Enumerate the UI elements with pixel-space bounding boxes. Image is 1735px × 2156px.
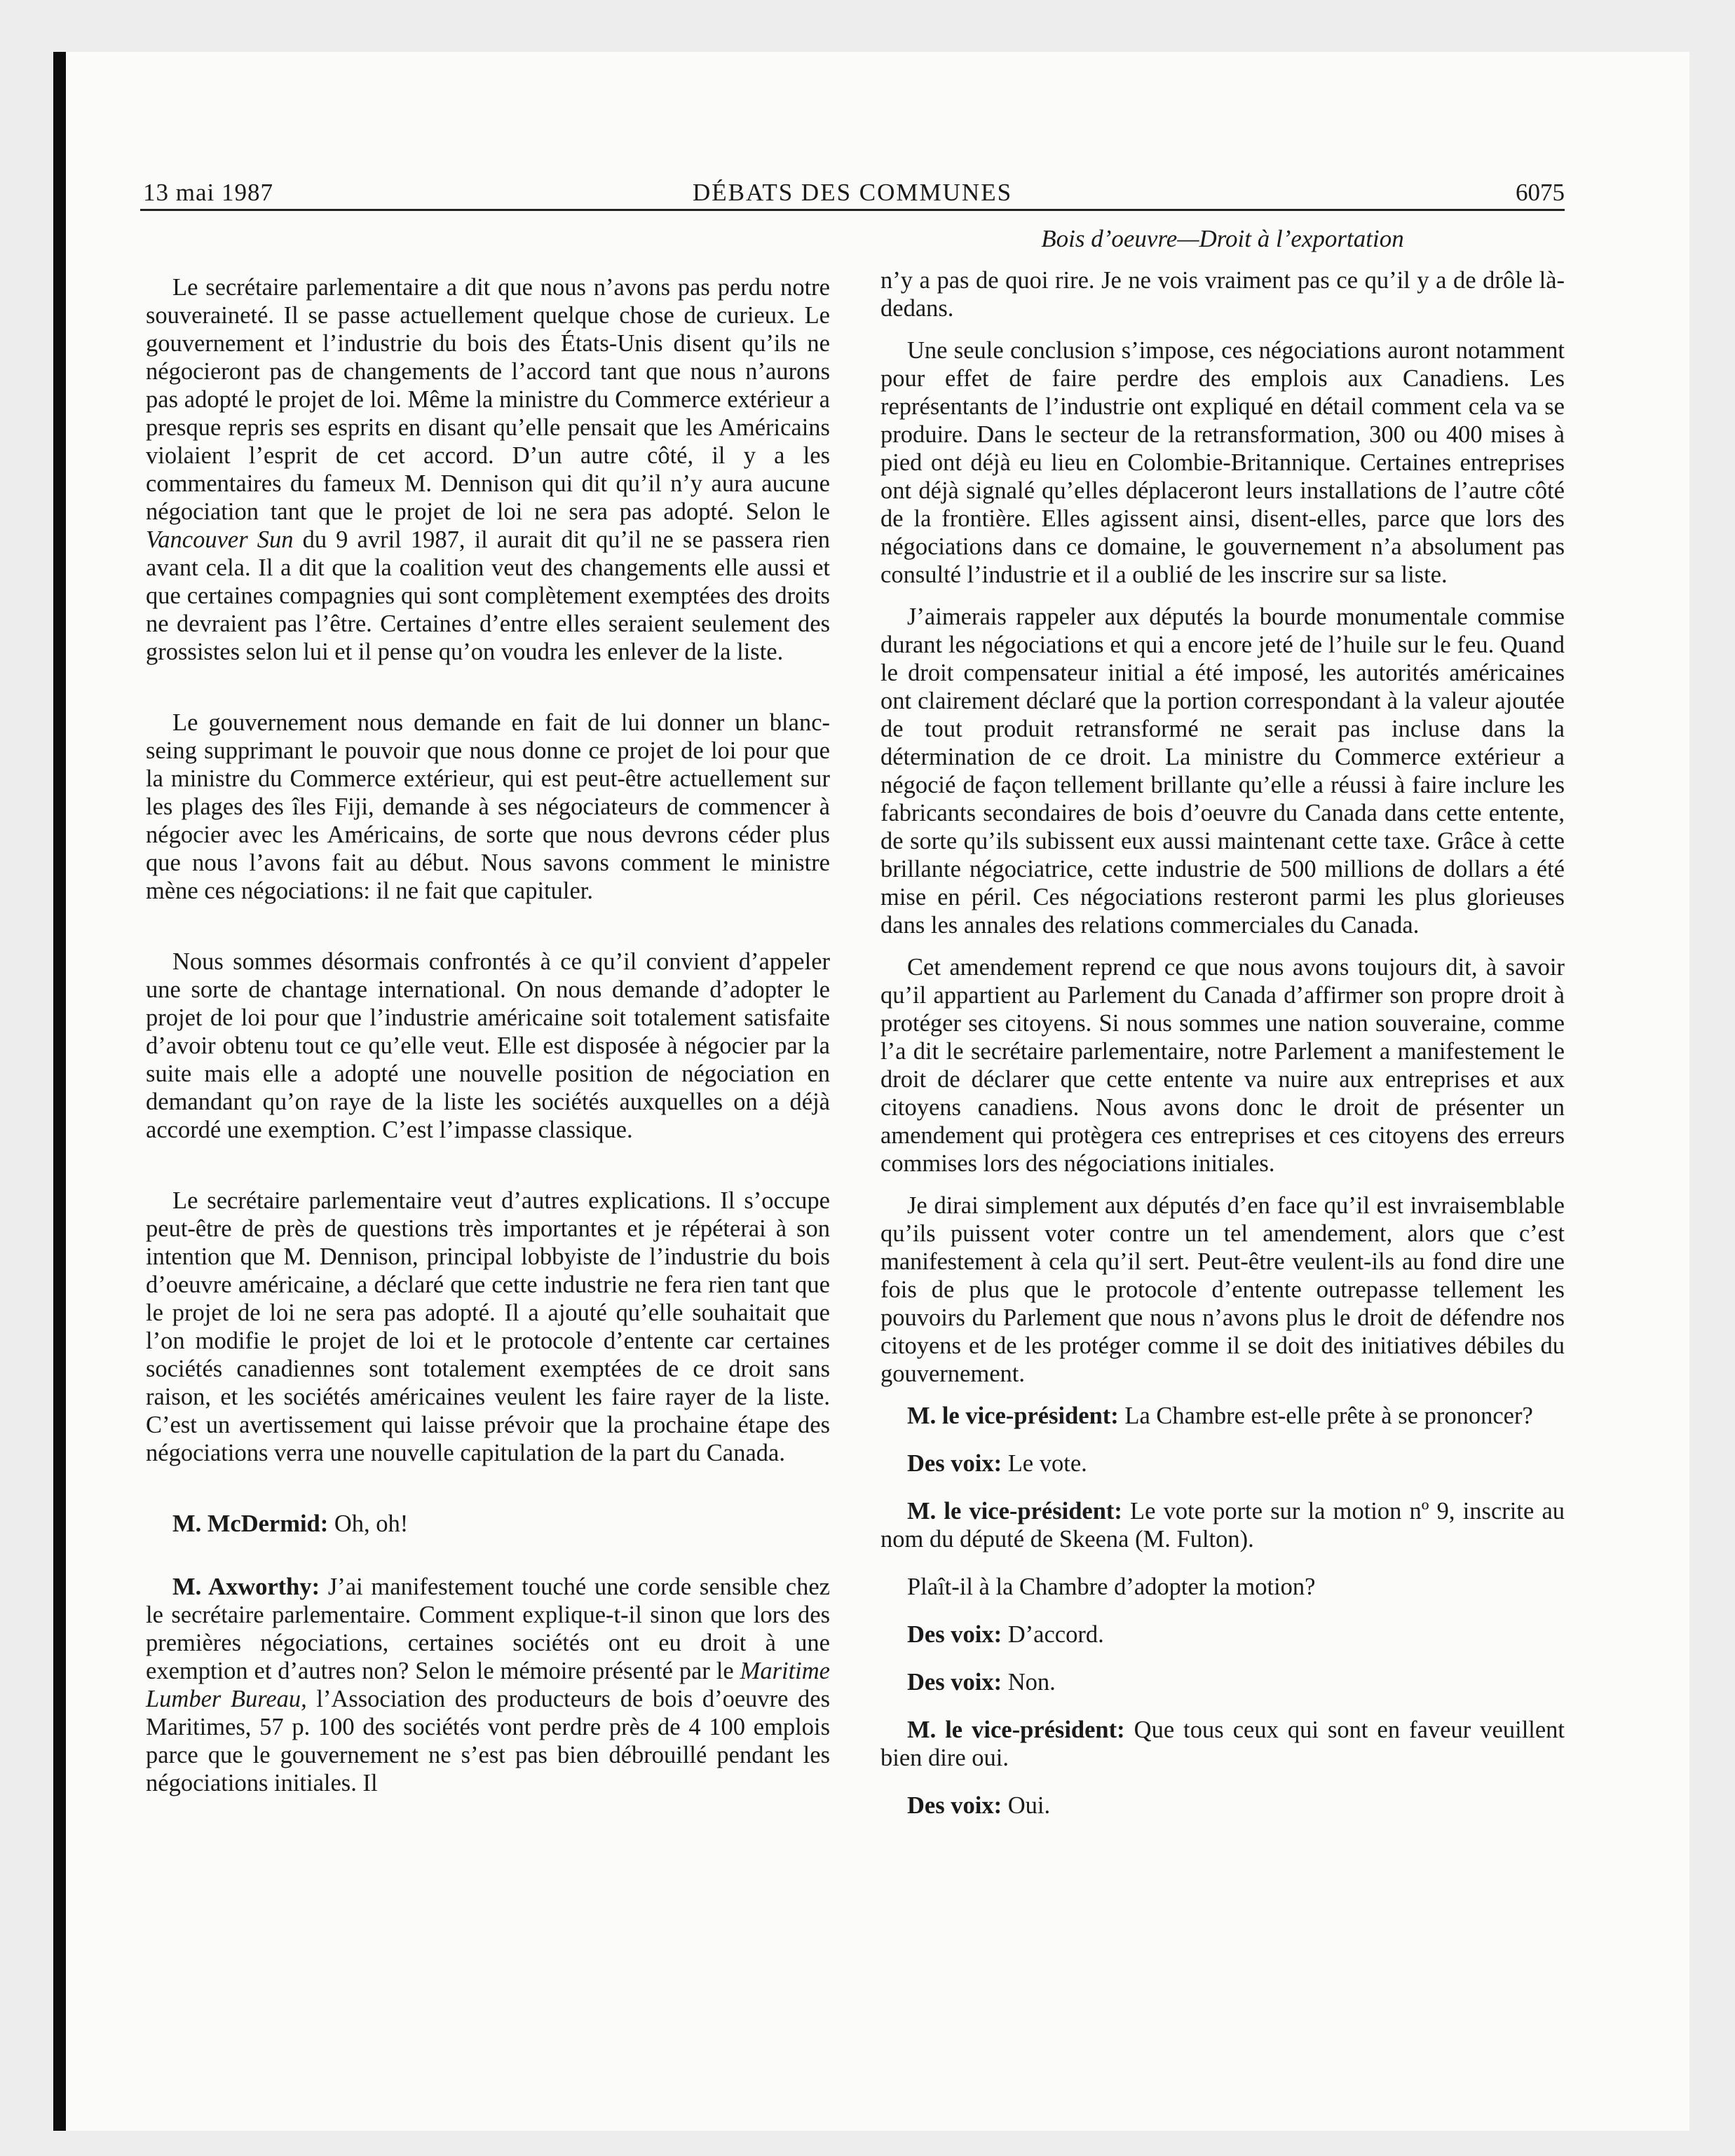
paragraph: Le secrétaire parlementaire a dit que nous n’avons pas perdu notre souveraineté. Il se passe actuellement quelque chose de curieux. Le gouvernement et l’industrie du bois des États-Unis disent qu’ils ne négocieront pas de changements de l’accord tant que nous n’aurons pas adopté le projet de loi. Même la ministre du Commerce extérieur a presque repris ses esprits en disant qu’elle pensait que les Américains violaient l’esprit de cet accord. D’un autre côté, il y a les commentaires du fameux M. Dennison qui dit qu’il n’y aura aucune négociation tant que le projet de loi ne sera pas adopté. Selon le Vancouver Sun du 9 avril 1987, il aurait dit qu’il ne se passera rien avant cela. Il a dit que la coalition veut des changements elle aussi et que certaines compagnies qui sont complètement exemptées des droits ne devraient pas l’être. Certaines d’entre elles seraient seulement des grossistes selon lui et il pense qu’on voudra les enlever de la liste. <box>146 274 830 665</box>
paragraph: Je dirai simplement aux députés d’en face qu’il est invraisemblable qu’ils puissent voter contre un tel amendement, alors que c’est manifestement à cela qu’il sert. Peut-être veulent-ils au fond dire une fois de plus que le protocole d’entente outrepasse tellement les pouvoirs du Parlement que nous n’avons plus le droit de défendre nos citoyens et de les protéger comme il se doit des initiatives débiles du gouvernement. <box>880 1192 1565 1387</box>
speech: M. le vice-président: Le vote porte sur la motion nº 9, inscrite au nom du député de Skeena (M. Fulton). <box>880 1498 1565 1553</box>
speech: Des voix: Non. <box>907 1669 1056 1696</box>
right-column <box>880 266 1565 1839</box>
binding-edge <box>53 52 66 2131</box>
section-title: Bois d’oeuvre—Droit à l’exportation <box>1041 225 1404 252</box>
speech: M. McDermid: Oh, oh! <box>172 1510 409 1537</box>
speaker-name: M. le vice-président: <box>907 1403 1119 1429</box>
speaker-name: M. le vice-président: <box>907 1498 1122 1524</box>
page-header <box>140 177 1565 211</box>
speech: Plaît-il à la Chambre d’adopter la motion? <box>907 1574 1316 1600</box>
speech: Des voix: Oui. <box>907 1792 1051 1819</box>
paragraph: Nous sommes désormais confrontés à ce qu’il convient d’appeler une sorte de chantage international. On nous demande d’adopter le projet de loi pour que l’industrie américaine soit totalement satisfaite d’avoir obtenu tout ce qu’elle veut. Elle est disposée à négocier par la suite mais elle a adopté une nouvelle position de négociation en demandant qu’on raye de la liste les sociétés auxquelles on a déjà accordé une exemption. C’est l’impasse classique. <box>146 948 830 1143</box>
paragraph: J’aimerais rappeler aux députés la bourde monumentale commise durant les négociations et qui a encore jeté de l’huile sur le feu. Quand le droit compensateur initial a été imposé, les autorités américaines ont clairement déclaré que la portion correspondant à la valeur ajoutée de tout produit retransformé ne serait pas incluse dans la détermination de ce droit. La ministre du Commerce extérieur a négocié de façon tellement brillante qu’elle a réussi à faire inclure les fabricants secondaires de bois d’oeuvre du Canada dans cette entente, de sorte qu’ils subissent eux aussi maintenant cette taxe. Grâce à cette brillante négociatrice, cette industrie de 500 millions de dollars a été mise en péril. Ces négociations resteront parmi les plus glorieuses dans les annales des relations commerciales du Canada. <box>880 603 1565 939</box>
speaker-name: M. le vice-président: <box>907 1717 1125 1743</box>
header-title: DÉBATS DES COMMUNES <box>692 179 1013 206</box>
speaker-name: M. McDermid: <box>172 1510 329 1537</box>
paragraph: Le secrétaire parlementaire veut d’autres explications. Il s’occupe peut-être de près de questions très importantes et je répéterai à son intention que M. Dennison, principal lobbyiste de l’industrie du bois d’oeuvre américaine, a déclaré que cette industrie ne fera rien tant que le projet de loi ne sera pas adopté. Il a ajouté qu’elle souhaitait que l’on modifie le projet de loi et le protocole d’entente car certaines sociétés canadiennes sont totalement exemptées de ce droit sans raison, et les sociétés américaines veulent les faire rayer de la liste. C’est un avertissement qui laisse prévoir que la prochaine étape des négociations verra une nouvelle capitulation de la part du Canada. <box>146 1187 830 1466</box>
page-number: 6075 <box>1516 179 1565 206</box>
left-column <box>146 273 830 1832</box>
speaker-name: Des voix: <box>907 1669 1002 1696</box>
speech: M. le vice-président: La Chambre est-elle prête à se prononcer? <box>907 1403 1533 1429</box>
paragraph: n’y a pas de quoi rire. Je ne vois vraiment pas ce qu’il y a de drôle là-dedans. <box>880 267 1565 322</box>
speaker-name: Des voix: <box>907 1450 1002 1477</box>
paragraph: Cet amendement reprend ce que nous avons toujours dit, à savoir qu’il appartient au Parlement du Canada d’affirmer son propre droit à protéger ses citoyens. Si nous sommes une nation souveraine, comme l’a dit le secrétaire parlementaire, notre Parlement a manifestement le droit de déclarer que cette entente va nuire aux entreprises et aux citoyens canadiens. Nous avons donc le droit de présenter un amendement qui protègera ces entreprises et ces citoyens des erreurs commises lors des négociations initiales. <box>880 954 1565 1177</box>
paragraph: Une seule conclusion s’impose, ces négociations auront notamment pour effet de faire perdre des emplois aux Canadiens. Les représentants de l’industrie ont expliqué en détail comment cela va se produire. Dans le secteur de la retransformation, 300 ou 400 mises à pied ont déjà eu lieu en Colombie-Britannique. Certaines entreprises ont déjà signalé qu’elles déplaceront leurs installations de l’autre côté de la frontière. Elles agissent ainsi, disent-elles, parce que lors des négociations dans ce domaine, le gouvernement n’a absolument pas consulté l’industrie et il a oublié de les inscrire sur sa liste. <box>880 337 1565 588</box>
speaker-name: M. Axworthy: <box>172 1574 320 1600</box>
speaker-name: Des voix: <box>907 1792 1002 1819</box>
speech: M. le vice-président: Que tous ceux qui sont en faveur veuillent bien dire oui. <box>880 1717 1565 1771</box>
speech: Des voix: D’accord. <box>907 1621 1104 1648</box>
speech: M. Axworthy: J’ai manifestement touché une corde sensible chez le secrétaire parlementaire. Comment explique-t-il sinon que lors des premières négociations, certaines sociétés ont eu droit à une exemption et d’autres non? Selon le mémoire présenté par le Maritime Lumber Bureau, l’Association des producteurs de bois d’oeuvre des Maritimes, 57 p. 100 des sociétés vont perdre près de 4 100 emplois parce que le gouvernement ne s’est pas bien débrouillé pendant les négociations initiales. Il <box>146 1574 830 1796</box>
speaker-name: Des voix: <box>907 1621 1002 1648</box>
header-date: 13 mai 1987 <box>143 179 273 206</box>
paragraph: Le gouvernement nous demande en fait de lui donner un blanc-seing supprimant le pouvoir que nous donne ce projet de loi pour que la ministre du Commerce extérieur, qui est peut-être actuellement sur les plages des îles Fiji, demande à ses négociateurs de commencer à négocier avec les Américains, de sorte que nous devrons céder plus que nous l’avons fait au début. Nous savons comment le ministre mène ces négociations: il ne fait que capituler. <box>146 709 830 904</box>
speech: Des voix: Le vote. <box>907 1450 1087 1477</box>
